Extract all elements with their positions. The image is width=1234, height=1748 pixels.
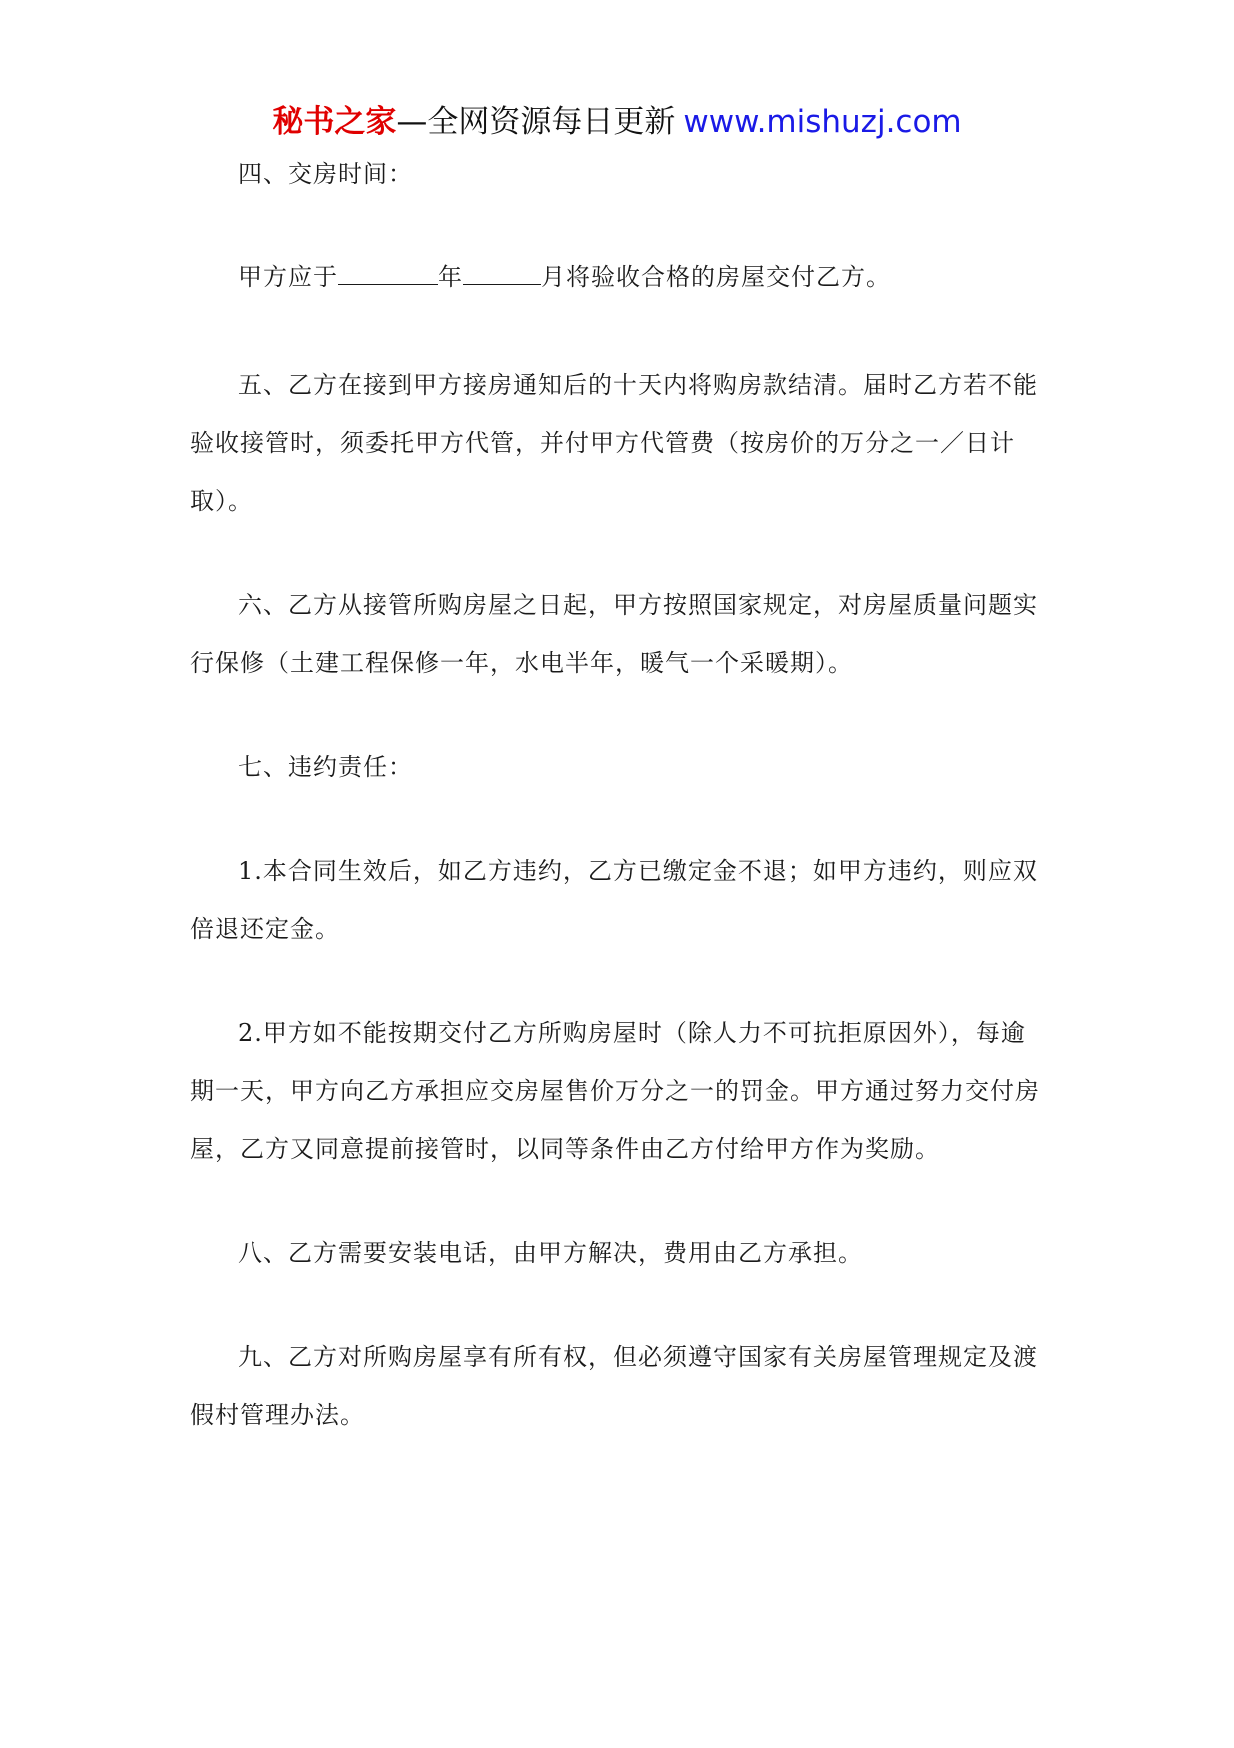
section-4-body <box>190 248 1045 306</box>
year-blank <box>338 256 438 285</box>
section-7-title: 七、违约责任： <box>238 753 413 781</box>
year-label: 年 <box>438 263 463 291</box>
section-8: 八、乙方需要安装电话，由甲方解决，费用由乙方承担。 <box>238 1239 863 1267</box>
section-4-title: 四、交房时间： <box>238 160 413 188</box>
clause-7-2: 2.甲方如不能按期交付乙方所购房屋时（除人力不可抗拒原因外），每逾期一天，甲方向乙方承担应交房屋售价万分之一的罚金。甲方通过努力交付房屋，乙方又同意提前接管时，以同等条件由乙方付给甲方作为奖励。 <box>190 1019 1040 1163</box>
document-body <box>190 145 1045 1444</box>
section-6: 六、乙方从接管所购房屋之日起，甲方按照国家规定，对房屋质量问题实行保修（土建工程保修一年，水电半年，暖气一个采暖期）。 <box>190 591 1038 677</box>
month-blank <box>463 256 541 285</box>
slogan: —全网资源每日更新 <box>396 104 676 140</box>
header-banner <box>0 100 1234 144</box>
clause-7-1: 1.本合同生效后，如乙方违约，乙方已缴定金不退；如甲方违约，则应双倍退还定金。 <box>190 857 1038 943</box>
brand-name: 秘书之家 <box>272 104 397 140</box>
section-5: 五、乙方在接到甲方接房通知后的十天内将购房款结清。届时乙方若不能验收接管时，须委托甲方代管，并付甲方代管费（按房价的万分之一／日计取）。 <box>190 371 1038 515</box>
delivery-prefix: 甲方应于 <box>238 263 338 291</box>
section-9: 九、乙方对所购房屋享有所有权，但必须遵守国家有关房屋管理规定及渡假村管理办法。 <box>190 1343 1038 1429</box>
month-suffix: 月将验收合格的房屋交付乙方。 <box>541 263 891 291</box>
site-url-link[interactable]: www.mishuzj.com <box>683 104 962 140</box>
